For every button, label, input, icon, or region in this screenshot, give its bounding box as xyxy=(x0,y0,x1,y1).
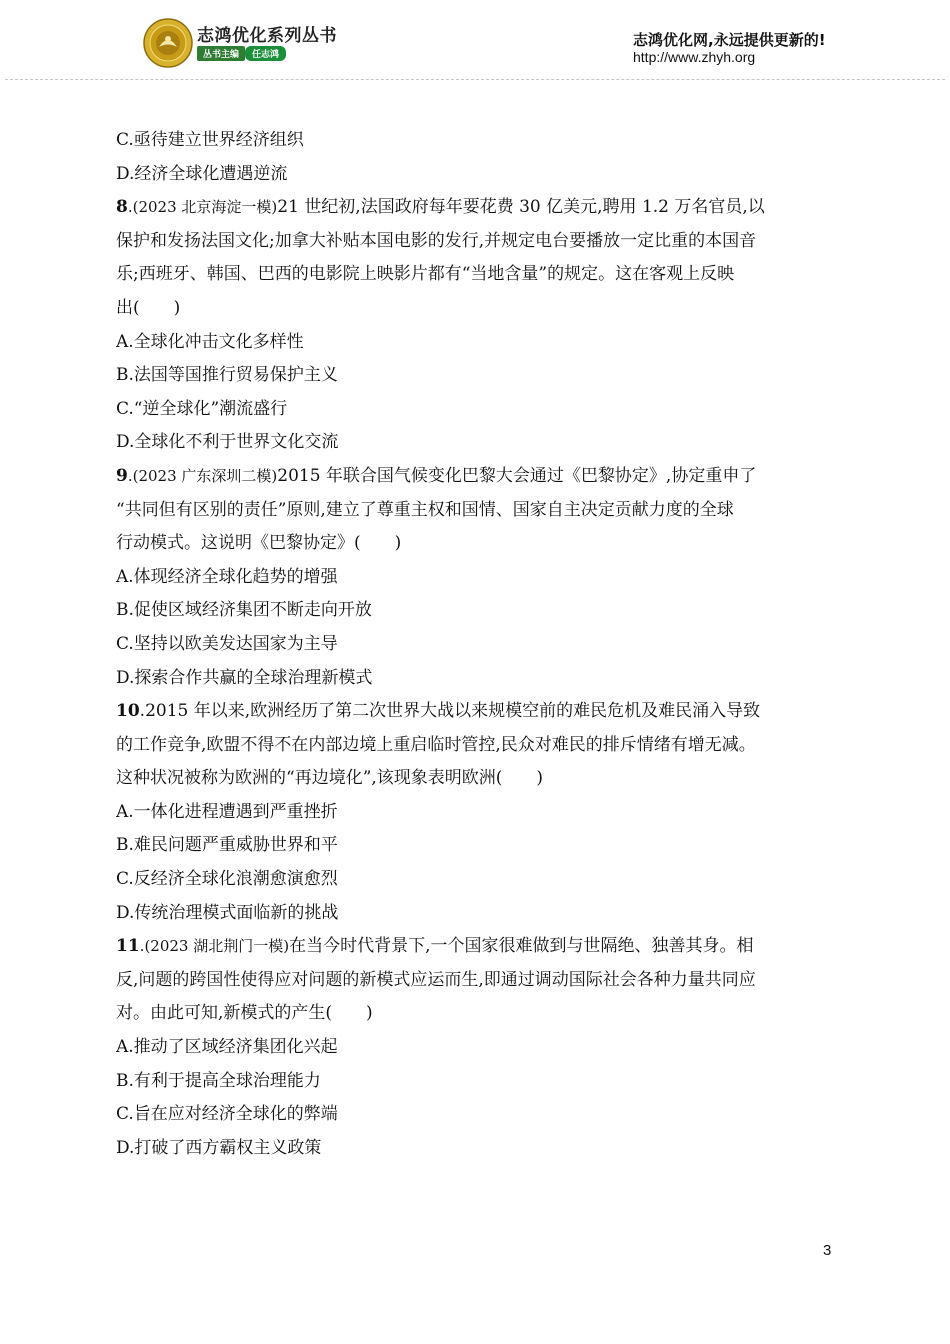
site-slogan: 志鸿优化网,永远提供更新的! xyxy=(633,31,826,49)
q11-stem-line: 反,问题的跨国性使得应对问题的新模式应运而生,即通过调动国际社会各种力量共同应 xyxy=(116,969,756,990)
question-number: 9 xyxy=(116,465,128,486)
q10-stem-line: 的工作竞争,欧盟不得不在内部边境上重启临时管控,民众对难民的排斥情绪有增无减。 xyxy=(116,734,756,755)
q8-option-c: C.“逆全球化”潮流盛行 xyxy=(116,398,288,419)
q8-stem-line xyxy=(116,191,836,225)
q9-stem-line xyxy=(116,460,836,494)
q11-stem-line: 对。由此可知,新模式的产生( ) xyxy=(116,1003,373,1024)
editor-label: 丛书主编 xyxy=(197,46,245,61)
question-content xyxy=(116,124,836,1165)
page-number: 3 xyxy=(823,1242,832,1259)
q10-option-d: D.传统治理模式面临新的挑战 xyxy=(116,902,339,923)
q11-stem-line xyxy=(116,930,836,964)
site-url[interactable]: http://www.zhyh.org xyxy=(633,49,756,65)
q11-option-b: B.有利于提高全球治理能力 xyxy=(116,1070,321,1091)
q9-option-d: D.探索合作共赢的全球治理新模式 xyxy=(116,667,373,688)
q9-option-b: B.促使区域经济集团不断走向开放 xyxy=(116,600,372,621)
header-divider xyxy=(5,79,945,80)
stem-text: 2015 年联合国气候变化巴黎大会通过《巴黎协定》,协定重申了 xyxy=(277,465,757,486)
question-number: 11 xyxy=(116,936,140,957)
q9-stem-line: 行动模式。这说明《巴黎协定》( ) xyxy=(116,533,402,554)
series-title: 志鸿优化系列丛书 xyxy=(197,26,337,46)
q10-option-c: C.反经济全球化浪潮愈演愈烈 xyxy=(116,869,338,890)
question-source: .(2023 湖北荆门一模) xyxy=(139,937,290,956)
q11-option-c: C.旨在应对经济全球化的弊端 xyxy=(116,1104,338,1125)
q10-option-b: B.难民问题严重威胁世界和平 xyxy=(116,835,338,856)
q11-option-a: A.推动了区域经济集团化兴起 xyxy=(116,1037,338,1058)
q11-option-d: D.打破了西方霸权主义政策 xyxy=(116,1137,322,1158)
question-number: 8 xyxy=(116,197,128,218)
q9-stem-line: “共同但有区别的责任”原则,建立了尊重主权和国情、国家自主决定贡献力度的全球 xyxy=(116,499,734,520)
q9-option-a: A.体现经济全球化趋势的增强 xyxy=(116,566,338,587)
stem-text: .2015 年以来,欧洲经历了第二次世界大战以来规模空前的难民危机及难民涌入导致 xyxy=(139,701,761,722)
q10-stem-line xyxy=(116,695,836,729)
q7-option-d: D.经济全球化遭遇逆流 xyxy=(116,163,288,184)
question-source: .(2023 北京海淀一模) xyxy=(127,198,278,217)
editor-name: 任志鸿 xyxy=(245,46,286,61)
q8-stem-line: 保护和发扬法国文化;加拿大补贴本国电影的发行,并规定电台要播放一定比重的本国音 xyxy=(116,230,757,251)
q9-option-c: C.坚持以欧美发达国家为主导 xyxy=(116,633,338,654)
stem-text: 在当今时代背景下,一个国家很难做到与世隔绝、独善其身。相 xyxy=(289,936,754,957)
q8-option-b: B.法国等国推行贸易保护主义 xyxy=(116,365,338,386)
q8-option-d: D.全球化不利于世界文化交流 xyxy=(116,432,339,453)
q8-stem-line: 出( ) xyxy=(116,297,181,318)
question-number: 10 xyxy=(116,701,140,722)
q10-option-a: A.一体化进程遭遇到严重挫折 xyxy=(116,801,338,822)
stem-text: 21 世纪初,法国政府每年要花费 30 亿美元,聘用 1.2 万名官员,以 xyxy=(277,197,765,218)
q8-stem-line: 乐;西班牙、韩国、巴西的电影院上映影片都有“当地含量”的规定。这在客观上反映 xyxy=(116,264,735,285)
q10-stem-line: 这种状况被称为欧洲的“再边境化”,该现象表明欧洲( ) xyxy=(116,768,544,789)
question-source: .(2023 广东深圳二模) xyxy=(127,466,278,485)
seal-emblem-icon xyxy=(143,18,193,68)
page-header xyxy=(0,0,950,82)
q7-option-c: C.亟待建立世界经济组织 xyxy=(116,130,304,150)
q8-option-a: A.全球化冲击文化多样性 xyxy=(116,331,304,352)
